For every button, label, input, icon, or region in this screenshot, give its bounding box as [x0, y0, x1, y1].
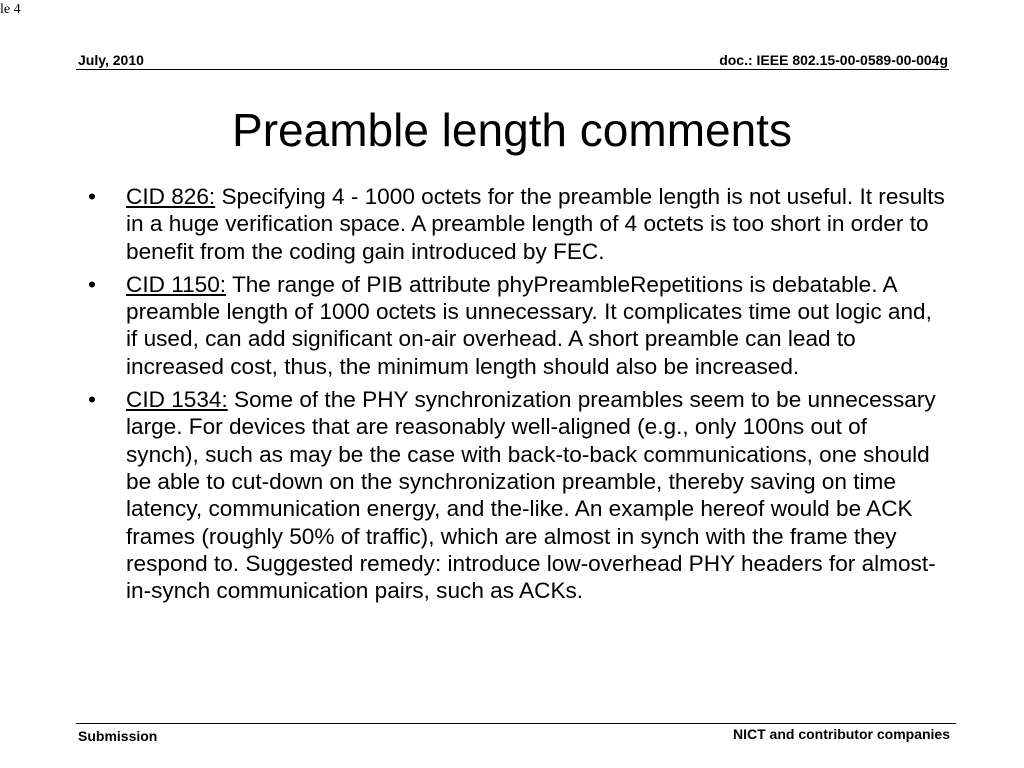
comment-item-cid-1534 [86, 386, 946, 604]
bullet-icon: • [88, 387, 96, 413]
comment-id: CID 1150: [126, 271, 227, 297]
comment-item-cid-1150 [86, 271, 946, 380]
comment-text: The range of PIB attribute phyPreambleRepetitions is debatable. A preamble length of 1000 octets is unnecessary. It complicates time out logic and, if used, can add significant on-air overhead. A short preamble can lead to increased cost, thus, the minimum length should also be increased. [126, 271, 932, 379]
bullet-icon: • [88, 184, 96, 209]
bullet-icon: • [88, 271, 96, 297]
footer-submission: Submission [78, 728, 158, 744]
slide-title: Preamble length comments [232, 104, 792, 156]
comment-id: CID 1534: [126, 387, 228, 413]
footer-divider [76, 723, 956, 724]
comment-id: CID 826: [126, 184, 216, 209]
footer-contributors: NICT and contributor companies [732, 726, 950, 742]
comment-list [86, 183, 946, 610]
slide-number-tag: le 4 [0, 2, 21, 17]
comment-text: Specifying 4 - 1000 octets for the preamble length is not useful. It results in a huge verification space. A preamble length of 4 octets is too short in order to benefit from the coding gain introduced by FEC. [126, 184, 945, 264]
comment-text: Some of the PHY synchronization preambles seem to be unnecessary large. For devices that are reasonably well-aligned (e.g., only 100ns out of synch), such as may be the case with back-to-back communications, one should be able to cut-down on the synchronization preamble, thereby saving on time latency, communication energy, and the-like. An example hereof would be ACK frames (roughly 50% of traffic), which are almost in synch with the frame they respond to. Suggested remedy: introduce low-overhead PHY headers for almost-in-synch communication pairs, such as ACKs. [126, 387, 936, 604]
header-divider [76, 69, 949, 70]
comment-item-cid-826 [86, 183, 946, 265]
header-date: July, 2010 [78, 52, 144, 68]
header-doc-id: doc.: IEEE 802.15-00-0589-00-004g [719, 52, 948, 68]
